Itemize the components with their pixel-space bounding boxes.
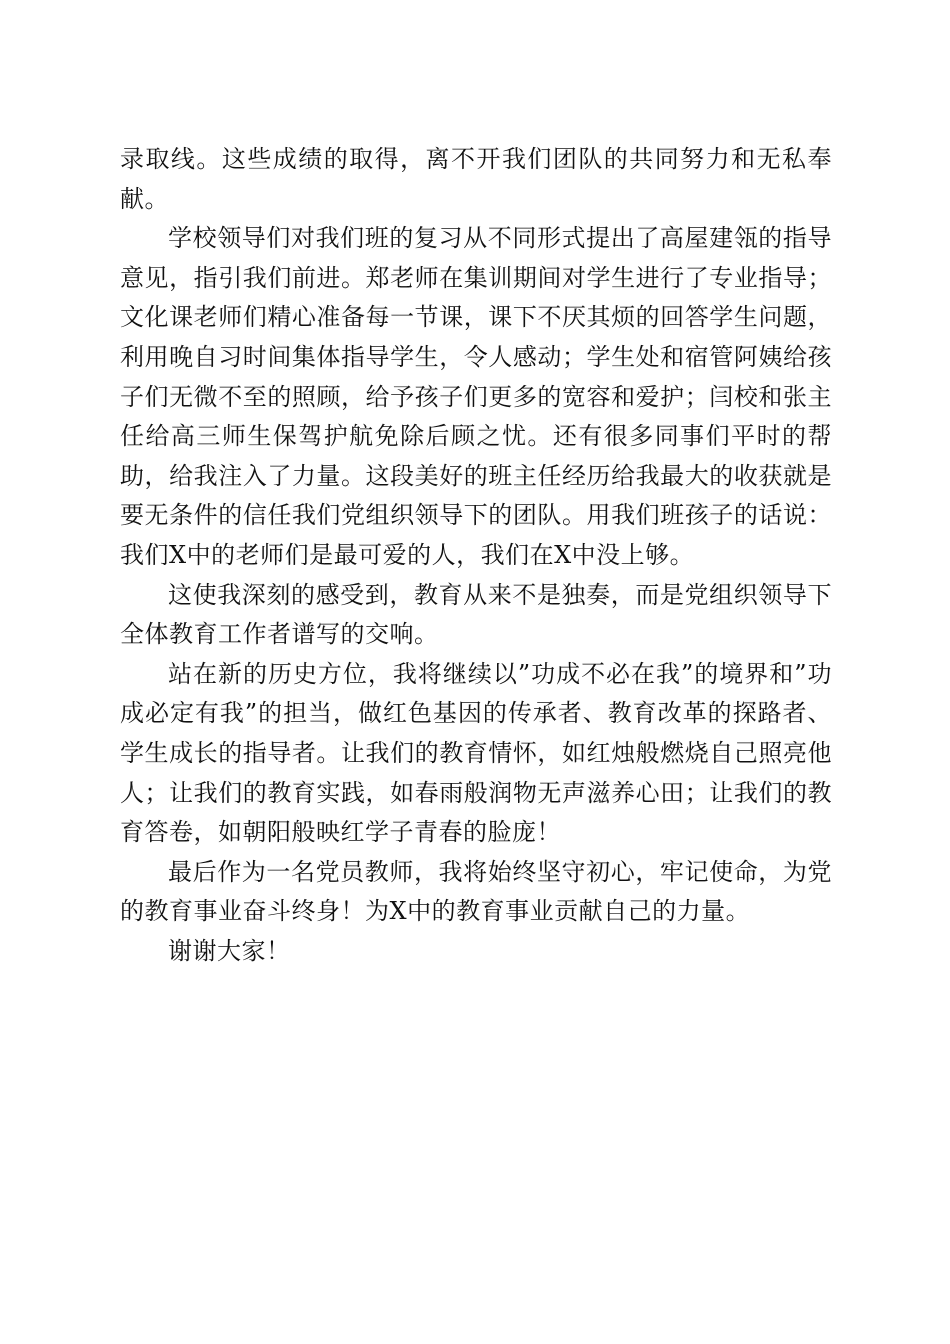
- paragraph-4: 站在新的历史方位，我将继续以”功成不必在我”的境界和”功成必定有我”的担当，做红色基因的传承者、教育改革的探路者、学生成长的指导者。让我们的教育情怀，如红烛般燃烧自己照亮他人；让我们的教育实践，如春雨般润物无声滋养心田；让我们的教育答卷，如朝阳般映红学子青春的脸庞！: [120, 659, 832, 847]
- paragraph-2: 学校领导们对我们班的复习从不同形式提出了高屋建瓴的指导意见，指引我们前进。郑老师在集训期间对学生进行了专业指导；文化课老师们精心准备每一节课，课下不厌其烦的回答学生问题，利用晚自习时间集体指导学生，令人感动；学生处和宿管阿姨给孩子们无微不至的照顾，给予孩子们更多的宽容和爱护；闫校和张主任给高三师生保驾护航免除后顾之忧。还有很多同事们平时的帮助，给我注入了力量。这段美好的班主任经历给我最大的收获就是要无条件的信任我们党组织领导下的团队。用我们班孩子的话说：我们X中的老师们是最可爱的人，我们在X中没上够。: [120, 224, 832, 569]
- paragraph-3: 这使我深刻的感受到，教育从来不是独奏，而是党组织领导下全体教育工作者谱写的交响。: [120, 580, 832, 649]
- paragraph-1: 录取线。这些成绩的取得，离不开我们团队的共同努力和无私奉献。: [120, 145, 832, 213]
- document-body: [120, 140, 832, 971]
- paragraph-6: 谢谢大家！: [168, 936, 291, 965]
- paragraph-5: 最后作为一名党员教师，我将始终坚守初心，牢记使命，为党的教育事业奋斗终身！为X中的教育事业贡献自己的力量。: [120, 857, 832, 926]
